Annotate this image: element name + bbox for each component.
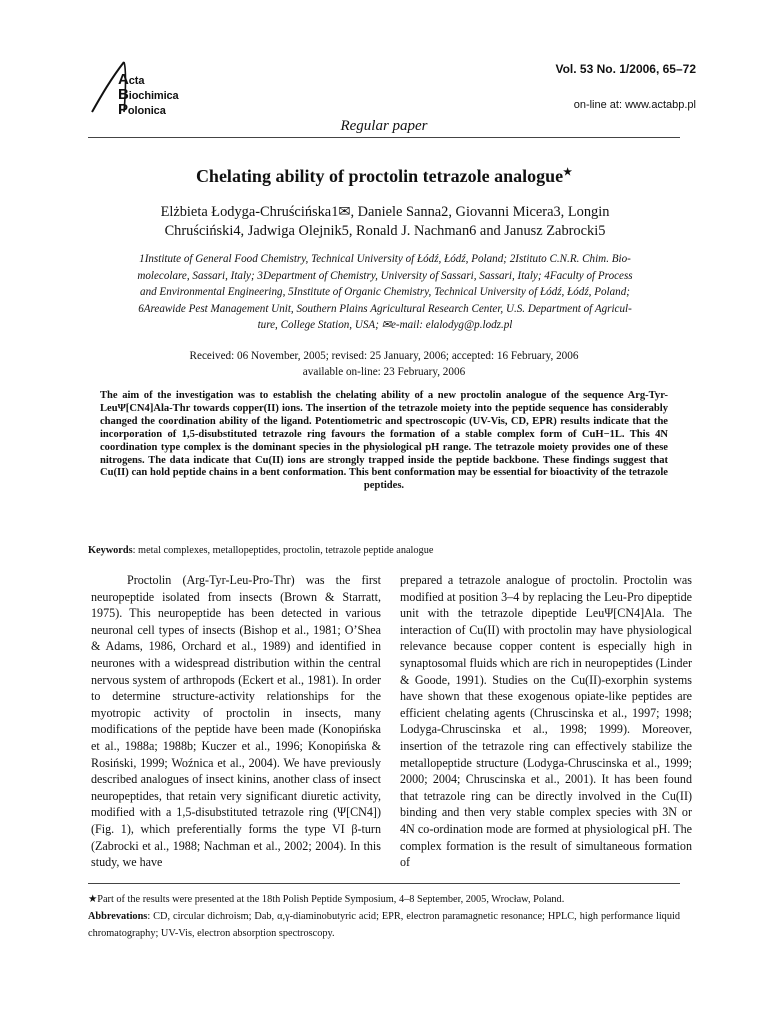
keywords [88, 545, 433, 556]
body-column-right [400, 572, 692, 871]
publication-dates [0, 348, 768, 380]
affiliation-line: and Environmental Engineering, 5Institute of Organic Chemistry, Technical University of Łódź, Łódź, Poland; [140, 286, 630, 299]
footnotes [88, 891, 680, 942]
affiliations [90, 251, 680, 334]
affiliation-line: ture, College Station, USA; ✉e-mail: elalodyg@p.lodz.pl [257, 319, 513, 332]
abbreviations-label: Abbrevations [88, 911, 148, 922]
header-divider [88, 137, 680, 138]
footnote-star: ★Part of the results were presented at the 18th Polish Peptide Symposium, 4–8 September, 2005, Wrocław, Poland. [88, 894, 565, 905]
author-line-1: Elżbieta Łodyga-Chruścińska1✉, Daniele Sanna2, Giovanni Micera3, Longin [160, 204, 610, 220]
paper-title: Chelating ability of proctolin tetrazole analogue★ [195, 166, 573, 186]
abbreviations-text: : CD, circular dichroism; Dab, α,γ-diaminobutyric acid; EPR, electron paramagnetic resonance; HPLC, high performance liquid chromatography; UV-Vis, electron absorption spectroscopy. [88, 911, 680, 939]
keywords-text: : metal complexes, metallopeptides, proctolin, tetrazole peptide analogue [132, 545, 434, 556]
paper-type: Regular paper [340, 118, 428, 134]
journal-name: Acta Biochimica Polonica [118, 71, 179, 118]
author-line-2: Chruściński4, Jadwiga Olejnik5, Ronald J. Nachman6 and Janusz Zabrocki5 [164, 223, 606, 239]
affiliation-line: 6Areawide Pest Management Unit, Southern Plains Agricultural Research Center, U.S. Department of Agricul- [138, 302, 632, 315]
title-star-mark: ★ [563, 167, 573, 178]
footnote-abbreviations [88, 908, 680, 942]
affiliation-line: molecolare, Sassari, Italy; 3Department of Chemistry, University of Sassari, Sassari, Italy; 4Faculty of Process [137, 269, 633, 282]
body-column-left [91, 572, 381, 871]
available-date: available on-line: 23 February, 2006 [302, 366, 466, 378]
abstract: The aim of the investigation was to establish the chelating ability of a new proctolin analogue of the sequence Arg-Tyr-LeuΨ[CN4]Ala-Thr towards copper(II) ions. The insertion of the tetrazole moiety into the peptide sequence has considerably changed the coordination ability of the ligand. Potentiometric and spectroscopic (UV-Vis, CD, EPR) results indicate that the incorporation of 1,5-disubstituted tetrazole ring favours the formation of a stable complex form of CuH−1L. This 4N coordination type complex is the dominant species in the physiological pH range. The tetrazole moiety provides one of these nitrogens. The data indicate that Cu(II) ions are strongly trapped inside the peptide backbone. These findings suggest that Cu(II) can hold peptide chains in a bent conformation. This bent conformation may be essential for bioactivity of the tetrazole peptides. [100, 390, 668, 492]
author-list [90, 203, 680, 241]
online-url[interactable]: on-line at: www.actabp.pl [573, 99, 696, 111]
keywords-label: Keywords [88, 545, 133, 556]
body-paragraph: Proctolin (Arg-Tyr-Leu-Pro-Thr) was the first neuropeptide isolated from insects (Brown & Starratt, 1975). This neuropeptide has been detected in various neuronal cell types of insects (Bishop et al., 1981; O’Shea & Adams, 1986, Orchard et al., 1989) and identified in neurones with a widespread distribution within the central nervous system of arthropods (Eckert et al., 1981). In order to determine structure-activity relationships for the myotropic activity of proctolin in insects, many modifications of the peptide have been made (Konopińska et al., 1988a; 1988b; Kuczer et al., 1996; Konopińska & Rosiński, 1999; Woźnica et al., 2004). We have previously described analogues of insect kinins, another class of insect neuropeptides, that retain very significant diuretic activity, modified with a 1,5-disubstituted tetrazole ring (Ψ[CN4]) (Fig. 1), which preferentially forms the type VI β-turn (Zabrocki et al., 1988; Nachman et al., 2002; 2004). In this study, we have [91, 573, 381, 870]
body-paragraph: prepared a tetrazole analogue of proctolin. Proctolin was modified at position 3–4 by replacing the Leu-Pro dipeptide unit with the tetrazole dipeptide LeuΨ[CN4]Ala. The interaction of Cu(II) with proctolin may have physiological relevance because copper content is especially high in synaptosomal fluids which are rich in neuropeptides (Linder & Goode, 1991). Studies on the Cu(II)-exorphin systems have shown that these exogenous opiate-like peptides are efficient chelating agents (Chruscinska et al., 1997; 1998; Lodyga-Chruscinska et al., 1998; 1999). Moreover, insertion of the tetrazole ring can effectively stabilize the metallopeptide structure (Lodyga-Chruscinska et al., 1999; 2000; 2004; Chruscinska et al., 2001). It has been found that tetrazole ring can be directly involved in the Cu(II) binding and then very stable complex species with 3N or 4N co-ordination mode are formed at physiological pH. The complex formation is the result of simultaneous formation of [400, 573, 692, 870]
footnote-divider [88, 883, 680, 884]
received-dates: Received: 06 November, 2005; revised: 25 January, 2006; accepted: 16 February, 2006 [189, 350, 579, 362]
affiliation-line: 1Institute of General Food Chemistry, Technical University of Łódź, Łódź, Poland; 2Istituto C.N.R. Chim. Bio- [139, 253, 631, 265]
volume-info: Vol. 53 No. 1/2006, 65–72 [555, 62, 696, 76]
